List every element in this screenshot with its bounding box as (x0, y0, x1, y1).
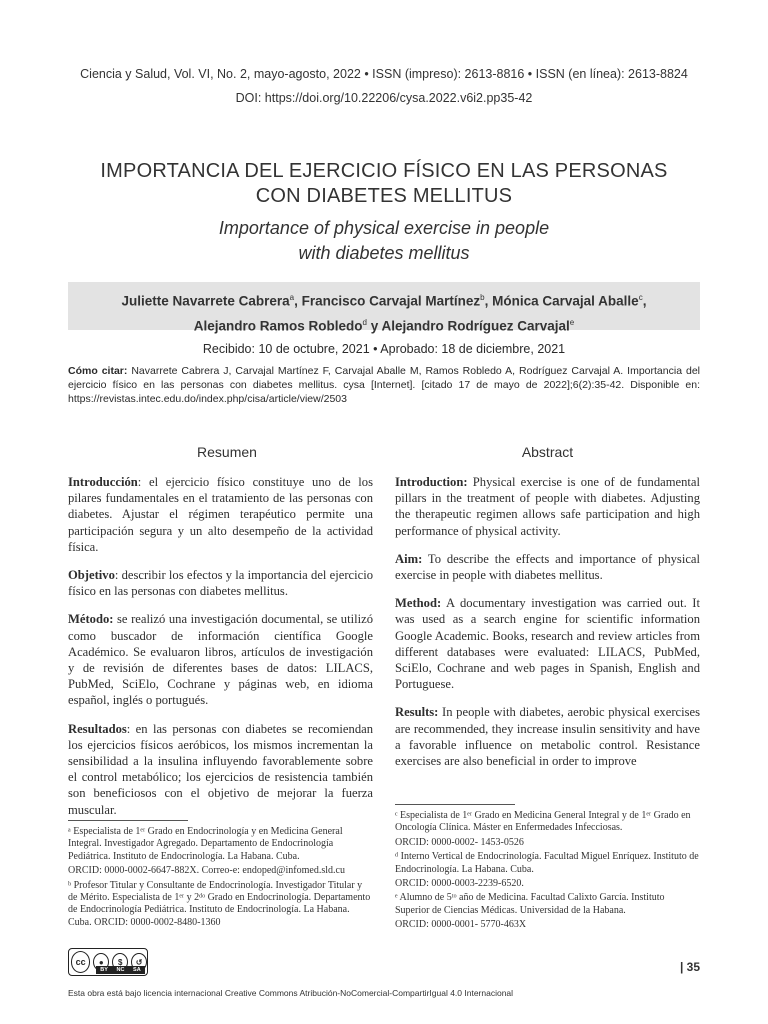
cc-icon: cc (71, 951, 90, 973)
resumen-introduccion: Introducción: el ejercicio físico constituye uno de los pilares fundamentales en el tratamiento de las personas con diabetes. Ajustar el régimen terapéutico permite una participación segura y un alto desempeño de la actividad física. (68, 475, 373, 554)
abstract-aim: Aim: To describe the effects and importance of physical exercise in people with diabetes mellitus. (395, 551, 700, 583)
resumen-column (68, 474, 373, 830)
abstract-column (395, 474, 700, 781)
attribution-icon: ● (93, 953, 109, 971)
creative-commons-badge[interactable] (68, 948, 148, 976)
footnote-e-orcid: ORCID: 0000-0001- 5770-463X (395, 919, 527, 931)
abstract-results: Results: In people with diabetes, aerobic physical exercises are recommended, they increase insulin sensitivity and have a favorable influence on metabolic control. Resistance exercises are also beneficial in order to improve (395, 705, 700, 769)
noncommercial-icon: $ (112, 953, 128, 971)
cc-label-bar: BY NC SA (96, 966, 145, 974)
footnote-e: ᵉ Alumno de 5ᵗᵒ año de Medicina. Facultad Calixto García. Instituto Superior de Ciencias Médicas. Universidad de la Habana. (395, 892, 665, 916)
doi[interactable]: DOI: https://doi.org/10.22206/cysa.2022.v6i2.pp35-42 (235, 91, 533, 105)
resumen-metodo: Método: se realizó una investigación documental, se utilizó como buscador de información científica Google Académico. Se evaluaron libros, artículos de investigación y de revisión de diferentes bases de datos: LILACS, PubMed, SciElo, Cochrane y páginas web, en idioma español, inglés o portugués. (68, 612, 373, 708)
english-title-line-1: Importance of physical exercise in people (218, 218, 550, 238)
journal-line: Ciencia y Salud, Vol. VI, No. 2, mayo-agosto, 2022 • ISSN (impreso): 2613-8816 • ISSN (en línea): 2613-8824 (80, 67, 688, 81)
authors-box (68, 282, 700, 333)
footnote-c: ᶜ Especialista de 1ᵉʳ Grado en Medicina General Integral y de 1ᵉʳ Grado en Oncología Clínica. Máster en Enfermedades Infecciosas. (395, 810, 691, 834)
footnote-c-orcid: ORCID: 0000-0002- 1453-0526 (395, 836, 524, 848)
how-to-cite: Cómo citar: Navarrete Cabrera J, Carvajal Martínez F, Carvajal Aballe M, Ramos Robledo A, Rodríguez Carvajal A. Importancia del ejercicio físico en las personas con diabetes mellitus. cysa [Internet]. [citado 17 de mayo de 2022];6(2):35-42. Disponible en: https://revistas.intec.edu.do/index.php/cisa/article/view/2503 (68, 365, 701, 405)
abstract-method: Method: A documentary investigation was carried out. It was used as a search engine for scientific information Google Academic. Books, research and review articles from different databases were evaluated: LILACS, PubMed, SciElo, Cochrane and web pages in Spanish, English and Portuguese. (395, 596, 700, 692)
footnotes-left (68, 826, 373, 931)
page-number: | 35 (679, 960, 700, 974)
footnotes-right (395, 810, 700, 934)
footnote-b: ᵇ Profesor Titular y Consultante de Endocrinología. Investigador Titular y de Mérito. Especialista de 1ᵉʳ y 2ᵈᵒ Grado en Endocrinología. Departamento de Endocrinología Pediátrica. Instituto de Endocrinología. La Habana. Cuba. ORCID: 0000-0002-8480-1360 (68, 879, 371, 928)
resumen-heading: Resumen (197, 444, 257, 460)
footnote-a: ᵃ Especialista de 1ᵉʳ Grado en Endocrinología y en Medicina General Integral. Investigador Agregado. Departamento de Endocrinología Pediátrica. Instituto de Endocrinología. La Habana. Cuba. (68, 826, 343, 862)
footnote-a-orcid: ORCID: 0000-0002-6647-882X. Correo-e: endoped@infomed.sld.cu (68, 865, 345, 877)
authors-line-2: Alejandro Ramos Robledo$^d$ y Alejandro Rodríguez Carvajal$^e$ (193, 317, 575, 333)
footnote-rule-left (68, 820, 188, 821)
resumen-resultados: Resultados: en las personas con diabetes se recomiendan los ejercicios físicos aeróbicos, los mismos incrementan la sensibilidad a la insulina influyendo favorablemente sobre el control metabólico; los ejercicios de resistencia también son beneficiosos con el objetivo de mejorar la fuerza muscular. (68, 721, 373, 817)
footnote-d-orcid: ORCID: 0000-0003-2239-6520. (395, 878, 524, 890)
received-approved-dates: Recibido: 10 de octubre, 2021 • Aprobado: 18 de diciembre, 2021 (202, 342, 566, 356)
footnote-d: ᵈ Interno Vertical de Endocrinología. Facultad Miguel Enríquez. Instituto de Endocrinología. La Habana. Cuba. (395, 851, 699, 875)
english-title-line-2: with diabetes mellitus (298, 243, 470, 263)
title-line-2: CON DIABETES MELLITUS (255, 185, 513, 207)
sharealike-icon: ↺ (131, 953, 147, 971)
authors-line-1: Juliette Navarrete Cabrera$^a$, Francisco Carvajal Martínez$^b$, Mónica Carvajal Aballe$^c$, (121, 293, 647, 309)
resumen-objetivo: Objetivo: describir los efectos y la importancia del ejercicio físico en las personas con diabetes mellitus. (68, 568, 373, 599)
license-text: Esta obra está bajo licencia internacional Creative Commons Atribución-NoComercial-CompartirIgual 4.0 Internacional (68, 988, 514, 998)
abstract-heading: Abstract (521, 444, 574, 460)
title-line-1: IMPORTANCIA DEL EJERCICIO FÍSICO EN LAS PERSONAS (100, 160, 668, 182)
abstract-introduction: Introduction: Physical exercise is one of de fundamental pillars in the treatment of people with diabetes. Adjusting the therapeutic regimen allows safe participation and high performance of physical activity. (395, 475, 700, 538)
footnote-rule-right (395, 804, 515, 805)
